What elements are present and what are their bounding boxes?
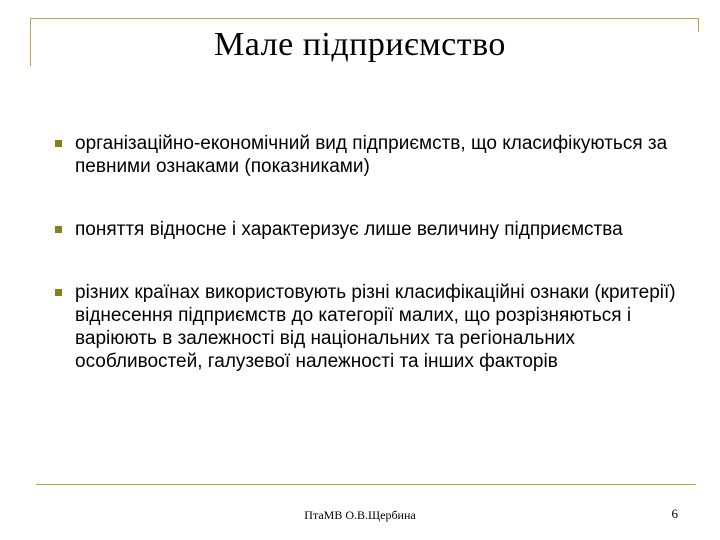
bullet-item [45, 132, 685, 178]
footer-divider [36, 484, 696, 485]
page-number: 6 [671, 506, 678, 521]
slide-title: Мале підприємство [214, 26, 506, 63]
square-bullet-icon [55, 289, 62, 296]
bullet-list [45, 132, 685, 373]
bullet-item [45, 281, 685, 373]
bullet-text: різних країнах використовують різні класифікаційні ознаки (критерії) віднесення підприємств до категорії малих, що розрізняються і варіюють в залежності від національних та регіональних особливостей, галузевої належності та інших факторів [75, 282, 676, 372]
frame-top-line [30, 18, 698, 19]
bullet-text: організаційно-економічний вид підприємств, що класифікуються за певними ознаками (показниками) [75, 133, 668, 177]
bullet-text: поняття відносне і характеризує лише величину підприємства [75, 219, 623, 240]
bullet-item [45, 218, 685, 241]
square-bullet-icon [55, 226, 62, 233]
footer-author: ПтаМВ О.В.Щербина [304, 508, 416, 522]
square-bullet-icon [55, 140, 62, 147]
